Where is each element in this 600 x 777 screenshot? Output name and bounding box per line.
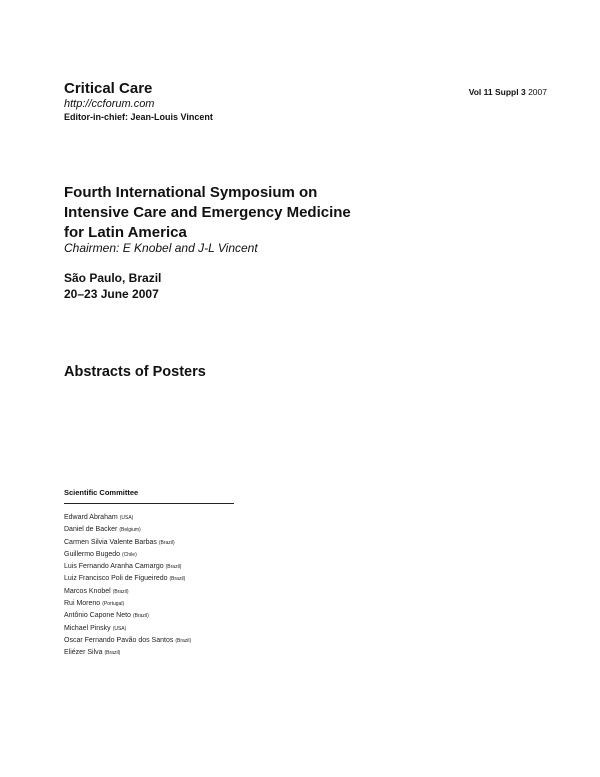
committee-heading: Scientific Committee bbox=[64, 488, 139, 497]
member-name: Daniel de Backer bbox=[64, 526, 118, 534]
committee-member bbox=[64, 647, 191, 659]
member-country: (USA) bbox=[119, 515, 134, 521]
volume-year: 2007 bbox=[528, 87, 547, 97]
member-country: (USA) bbox=[112, 625, 127, 632]
member-country: (Chile) bbox=[122, 551, 137, 558]
member-country: (Brazil) bbox=[165, 564, 182, 571]
member-country: (Brazil) bbox=[132, 613, 149, 620]
committee-member bbox=[64, 610, 191, 622]
volume-label: Vol 11 Suppl 3 bbox=[468, 87, 526, 97]
symposium-location-dates bbox=[64, 270, 161, 302]
journal-url[interactable]: http://ccforum.com bbox=[64, 98, 155, 110]
committee-member bbox=[64, 623, 191, 635]
member-country: (Brazil) bbox=[169, 576, 186, 583]
section-heading: Abstracts of Posters bbox=[64, 364, 206, 380]
committee-member bbox=[64, 635, 191, 647]
committee-member bbox=[64, 586, 191, 598]
member-country: (Portugal) bbox=[102, 601, 125, 608]
member-name: Oscar Fernando Pavão dos Santos bbox=[64, 636, 174, 644]
symposium-title-line: Intensive Care and Emergency Medicine bbox=[64, 204, 351, 221]
editor-in-chief: Editor-in-chief: Jean-Louis Vincent bbox=[64, 112, 213, 122]
member-name: Marcos Knobel bbox=[64, 587, 111, 595]
committee-member bbox=[64, 573, 191, 585]
committee-member bbox=[64, 512, 191, 524]
chairmen: Chairmen: E Knobel and J-L Vincent bbox=[64, 241, 258, 255]
member-name: Antônio Capone Neto bbox=[64, 612, 131, 620]
journal-title: Critical Care bbox=[64, 80, 153, 97]
member-name: Luis Fernando Aranha Camargo bbox=[64, 563, 164, 571]
member-name: Guillermo Bugedo bbox=[64, 550, 121, 558]
member-country: (Belgium) bbox=[119, 527, 141, 534]
symposium-title-line: for Latin America bbox=[64, 224, 187, 241]
volume-info bbox=[469, 87, 547, 97]
member-name: Edward Abraham bbox=[64, 514, 118, 521]
member-name: Michael Pinsky bbox=[64, 624, 111, 632]
committee-divider bbox=[64, 503, 234, 504]
committee-member bbox=[64, 524, 191, 536]
member-name: Eliézer Silva bbox=[64, 649, 103, 657]
member-country: (Brazil) bbox=[158, 539, 175, 546]
symposium-title bbox=[64, 183, 424, 243]
symposium-dates: 20–23 June 2007 bbox=[64, 287, 159, 301]
committee-member bbox=[64, 549, 191, 561]
symposium-title-line: Fourth International Symposium on bbox=[64, 184, 318, 201]
member-name: Luiz Francisco Poli de Figueiredo bbox=[64, 575, 168, 583]
committee-list bbox=[64, 512, 191, 660]
committee-member bbox=[64, 537, 191, 549]
member-country: (Brazil) bbox=[104, 650, 121, 657]
member-country: (Brazil) bbox=[175, 637, 192, 644]
committee-member bbox=[64, 598, 191, 610]
member-country: (Brazil) bbox=[112, 588, 129, 595]
committee-member bbox=[64, 561, 191, 573]
symposium-location: São Paulo, Brazil bbox=[64, 271, 162, 285]
member-name: Carmen Silvia Valente Barbas bbox=[64, 538, 157, 546]
member-name: Rui Moreno bbox=[64, 600, 101, 608]
